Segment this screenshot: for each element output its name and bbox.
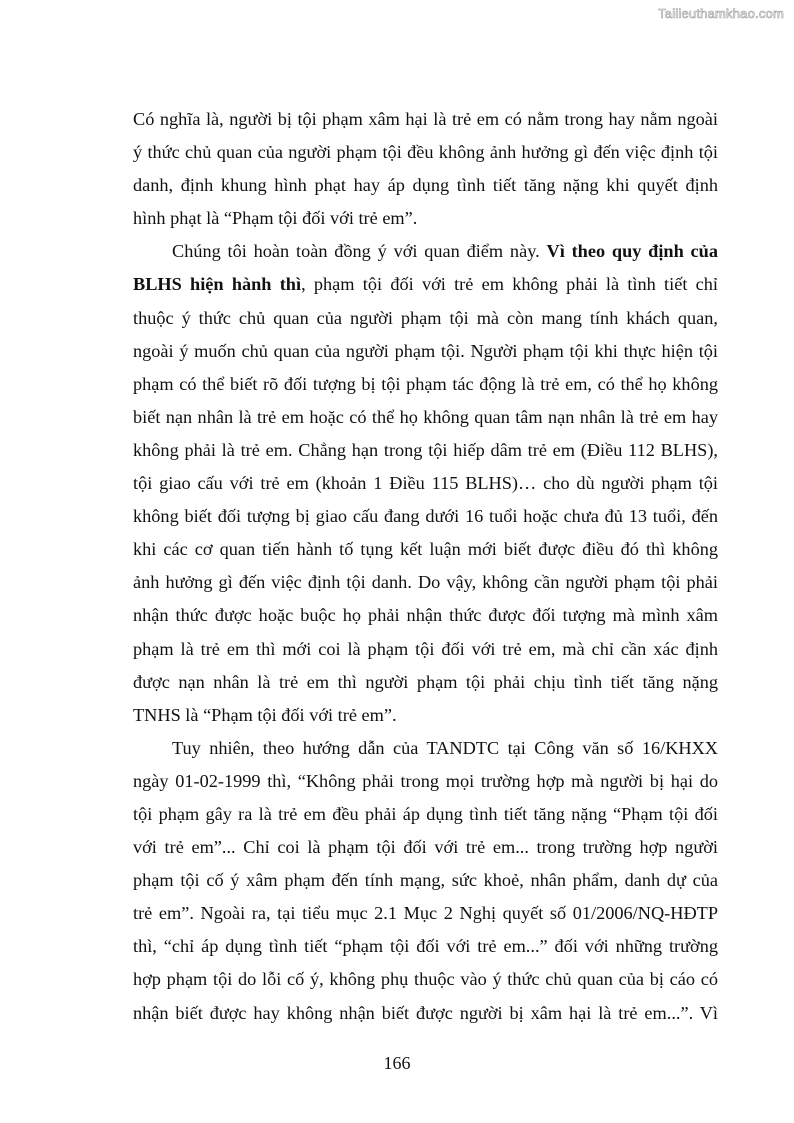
bold-text: BLHS hiện hành thì (133, 274, 302, 295)
line-text: phạm có thể biết rõ đối tượng bị tội phạm tác động là trẻ em, có thể họ không (133, 373, 718, 394)
line-text: biết nạn nhân là trẻ em hoặc có thể họ không quan tâm nạn nhân là trẻ em hay (133, 406, 718, 427)
text-line (133, 699, 718, 732)
text-line (133, 136, 718, 169)
line-text: Chúng tôi hoàn toàn đồng ý với quan điểm này. (172, 241, 547, 262)
text-line (133, 765, 718, 798)
document-body (133, 103, 718, 1030)
text-line (133, 268, 718, 301)
line-text: phạm là trẻ em thì mới coi là phạm tội đối với trẻ em, mà chỉ cần xác định (133, 638, 718, 659)
text-line (133, 666, 718, 699)
line-text: ý thức chủ quan của người phạm tội đều không ảnh hưởng gì đến việc định tội (133, 142, 718, 163)
text-line (133, 732, 718, 765)
line-text: Có nghĩa là, người bị tội phạm xâm hại là trẻ em có nằm trong hay nằm ngoài (133, 109, 718, 129)
text-line (133, 897, 718, 930)
text-line (133, 599, 718, 632)
line-text: tội phạm gây ra là trẻ em đều phải áp dụng tình tiết tăng nặng “Phạm tội đối (133, 803, 718, 824)
line-text: danh, định khung hình phạt hay áp dụng tình tiết tăng nặng khi quyết định (133, 175, 718, 196)
text-line (133, 997, 718, 1030)
bold-text: Vì theo quy định của (546, 241, 718, 262)
line-text: với trẻ em”... Chỉ coi là phạm tội đối với trẻ em... trong trường hợp người (133, 837, 718, 858)
text-line (133, 169, 718, 202)
text-line (133, 566, 718, 599)
line-text: không phải là trẻ em. Chẳng hạn trong tội hiếp dâm trẻ em (Điều 112 BLHS), (133, 439, 718, 460)
text-line (133, 633, 718, 666)
line-text: được nạn nhân là trẻ em thì người phạm tội phải chịu tình tiết tăng nặng (133, 671, 718, 692)
text-line (133, 533, 718, 566)
line-text: , phạm tội đối với trẻ em không phải là tình tiết chỉ (301, 274, 718, 295)
line-text: thì, “chỉ áp dụng tình tiết “phạm tội đối với trẻ em...” đối với những trường (133, 936, 718, 957)
text-line (133, 401, 718, 434)
text-line (133, 500, 718, 533)
watermark: Tailieuthamkhao.com (658, 6, 784, 21)
text-line (133, 798, 718, 831)
text-line (133, 368, 718, 401)
line-text: Tuy nhiên, theo hướng dẫn của TANDTC tại Công văn số 16/KHXX (172, 737, 718, 758)
line-text: khi các cơ quan tiến hành tố tụng kết luận mới biết được điều đó thì không (133, 539, 718, 560)
line-text: nhận biết được hay không nhận biết được người bị xâm hại là trẻ em...”. Vì (133, 1002, 718, 1023)
line-text: tội giao cấu với trẻ em (khoản 1 Điều 115 BLHS)… cho dù người phạm tội (133, 473, 718, 494)
line-text: ảnh hưởng gì đến việc định tội danh. Do vậy, không cần người phạm tội phải (133, 572, 718, 593)
text-line (133, 963, 718, 996)
text-line (133, 335, 718, 368)
text-line (133, 302, 718, 335)
text-line (133, 864, 718, 897)
text-line (133, 831, 718, 864)
text-line (133, 103, 718, 136)
text-line (133, 434, 718, 467)
line-text: phạm tội cố ý xâm phạm đến tính mạng, sức khoẻ, nhân phẩm, danh dự của (133, 870, 718, 891)
line-text: trẻ em”. Ngoài ra, tại tiểu mục 2.1 Mục 2 Nghị quyết số 01/2006/NQ-HĐTP (133, 903, 718, 924)
line-text: ngày 01-02-1999 thì, “Không phải trong mọi trường hợp mà người bị hại do (133, 770, 718, 791)
text-line (133, 202, 718, 235)
text-line (133, 467, 718, 500)
line-text: ngoài ý muốn chủ quan của người phạm tội. Người phạm tội khi thực hiện tội (133, 340, 718, 361)
page-number: 166 (383, 1053, 411, 1073)
line-text: nhận thức được hoặc buộc họ phải nhận thức được đối tượng mà mình xâm (133, 605, 718, 626)
text-line (133, 930, 718, 963)
line-text: TNHS là “Phạm tội đối với trẻ em”. (133, 704, 397, 725)
line-text: thuộc ý thức chủ quan của người phạm tội mà còn mang tính khách quan, (133, 307, 718, 328)
line-text: không biết đối tượng bị giao cấu đang dưới 16 tuổi hoặc chưa đủ 13 tuổi, đến (133, 506, 718, 527)
line-text: hình phạt là “Phạm tội đối với trẻ em”. (133, 208, 418, 229)
line-text: hợp phạm tội do lỗi cố ý, không phụ thuộc vào ý thức chủ quan của bị cáo có (133, 969, 718, 990)
text-line (133, 235, 718, 268)
